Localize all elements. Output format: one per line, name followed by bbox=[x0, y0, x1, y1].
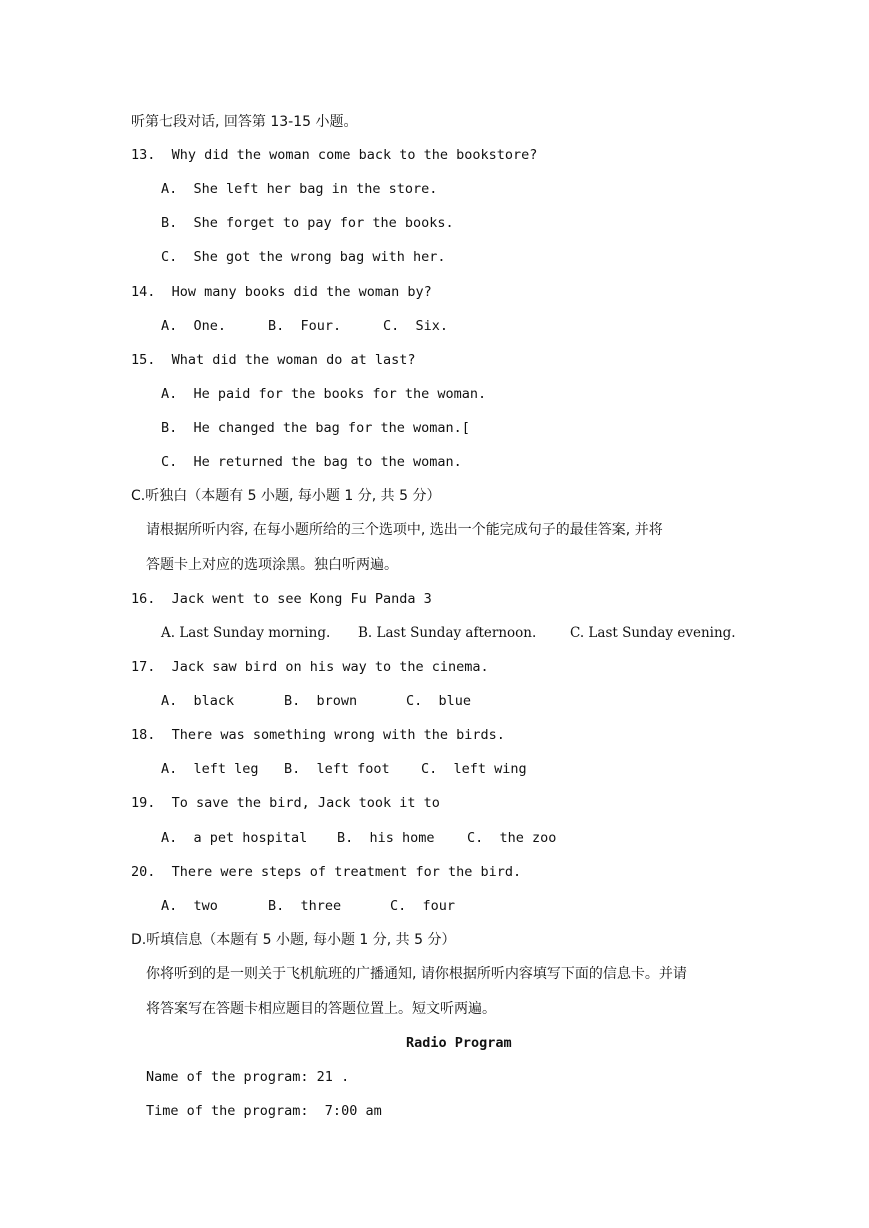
question-15: 15. What did the woman do at last? bbox=[131, 352, 416, 368]
q16-option-c: C. Last Sunday evening. bbox=[570, 625, 736, 641]
section-d-title: D.听填信息（本题有 5 小题, 每小题 1 分, 共 5 分） bbox=[131, 932, 456, 948]
q20-option-c: C. four bbox=[390, 898, 456, 914]
question-18: 18. There was something wrong with the birds. bbox=[131, 727, 505, 743]
q16-option-a: A. Last Sunday morning. bbox=[161, 625, 331, 641]
program-name-line: Name of the program: 21 . bbox=[146, 1069, 350, 1085]
question-14: 14. How many books did the woman by? bbox=[131, 284, 432, 300]
q13-option-a: A. She left her bag in the store. bbox=[161, 181, 438, 197]
question-13: 13. Why did the woman come back to the bookstore? bbox=[131, 147, 538, 163]
q17-option-c: C. blue bbox=[406, 693, 472, 709]
question-17: 17. Jack saw bird on his way to the cinema. bbox=[131, 659, 489, 675]
q19-option-c: C. the zoo bbox=[467, 830, 557, 846]
section-c-title: C.听独白（本题有 5 小题, 每小题 1 分, 共 5 分） bbox=[131, 488, 441, 504]
q18-option-c: C. left wing bbox=[421, 761, 527, 777]
q19-option-b: B. his home bbox=[337, 830, 435, 846]
q14-option-c: C. Six. bbox=[383, 318, 449, 334]
q17-option-a: A. black bbox=[161, 693, 235, 709]
q16-option-b: B. Last Sunday afternoon. bbox=[358, 625, 537, 641]
section-c-instruction-1: 请根据所听内容, 在每小题所给的三个选项中, 选出一个能完成句子的最佳答案, 并将 bbox=[146, 522, 663, 538]
q15-option-c: C. He returned the bag to the woman. bbox=[161, 454, 462, 470]
q18-option-b: B. left foot bbox=[284, 761, 390, 777]
q19-option-a: A. a pet hospital bbox=[161, 830, 308, 846]
q14-option-a: A. One. bbox=[161, 318, 227, 334]
section-d-instruction-1: 你将听到的是一则关于飞机航班的广播通知, 请你根据所听内容填写下面的信息卡。并请 bbox=[146, 966, 687, 982]
radio-program-heading: Radio Program bbox=[406, 1035, 512, 1051]
question-20: 20. There were steps of treatment for the bird. bbox=[131, 864, 522, 880]
q13-option-c: C. She got the wrong bag with her. bbox=[161, 249, 446, 265]
q15-option-b: B. He changed the bag for the woman.[ bbox=[161, 420, 470, 436]
q14-option-b: B. Four. bbox=[268, 318, 342, 334]
question-16: 16. Jack went to see Kong Fu Panda 3 bbox=[131, 591, 432, 607]
section-b7-intro: 听第七段对话, 回答第 13-15 小题。 bbox=[131, 114, 358, 130]
program-time-line: Time of the program: 7:00 am bbox=[146, 1103, 382, 1119]
section-c-instruction-2: 答题卡上对应的选项涂黑。独白听两遍。 bbox=[146, 557, 398, 573]
q15-option-a: A. He paid for the books for the woman. bbox=[161, 386, 487, 402]
section-d-instruction-2: 将答案写在答题卡相应题目的答题位置上。短文听两遍。 bbox=[146, 1001, 496, 1017]
q18-option-a: A. left leg bbox=[161, 761, 259, 777]
q17-option-b: B. brown bbox=[284, 693, 358, 709]
q20-option-b: B. three bbox=[268, 898, 342, 914]
q13-option-b: B. She forget to pay for the books. bbox=[161, 215, 454, 231]
question-19: 19. To save the bird, Jack took it to bbox=[131, 795, 440, 811]
q20-option-a: A. two bbox=[161, 898, 218, 914]
